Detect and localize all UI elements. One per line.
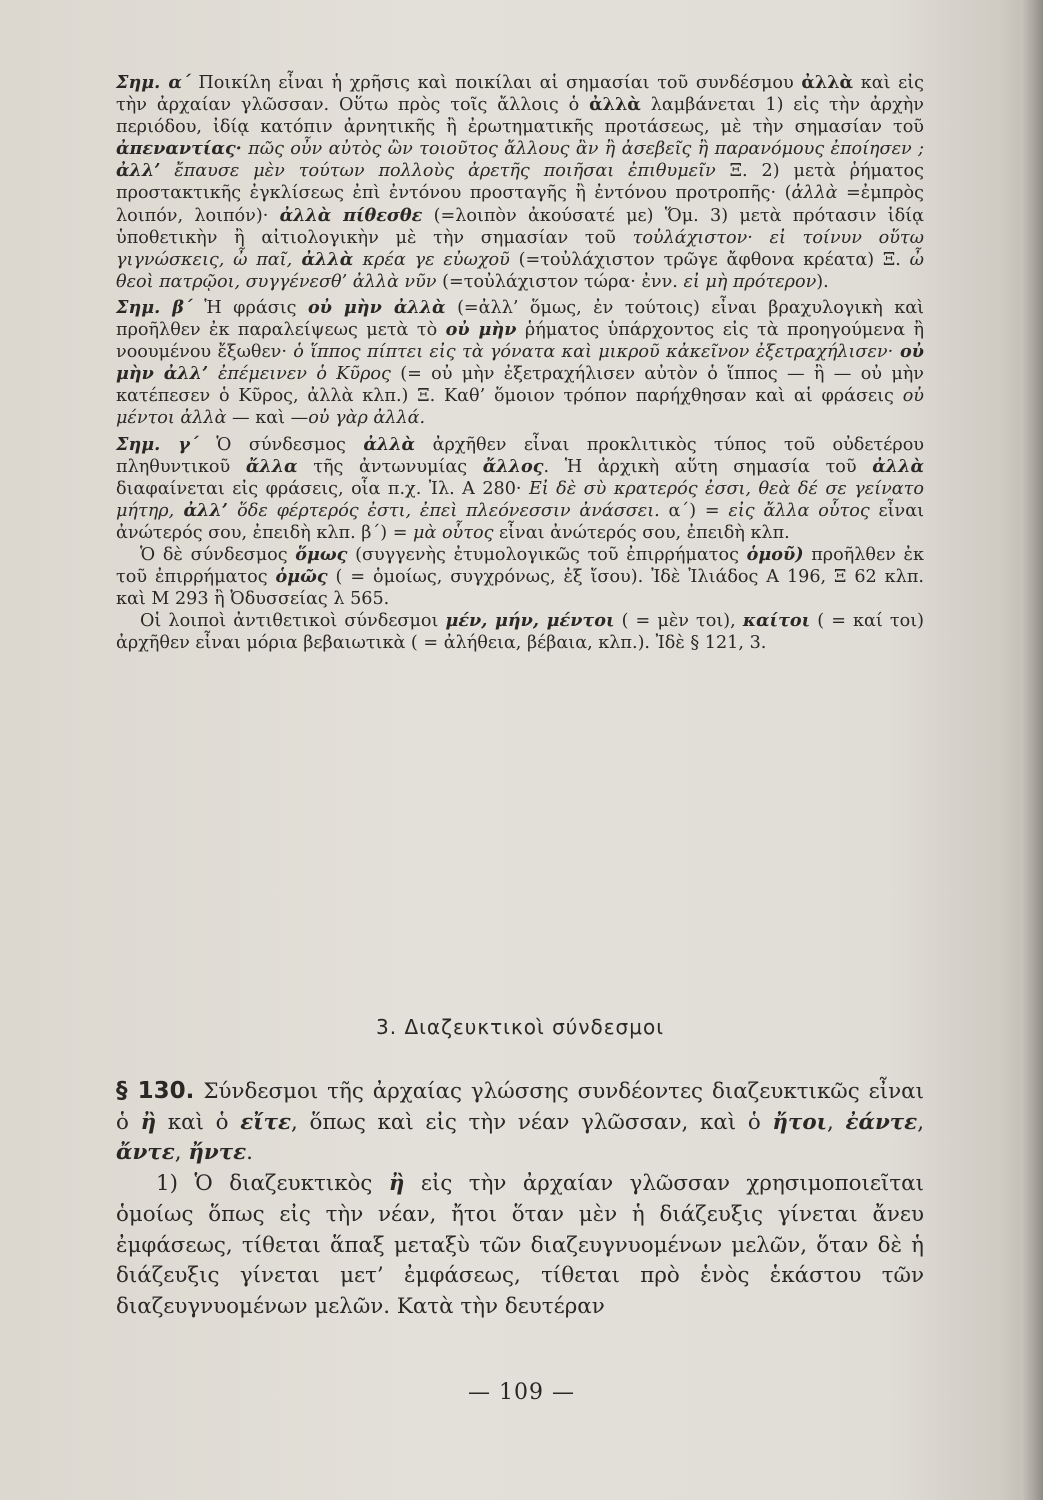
note-block bbox=[116, 72, 924, 654]
section-heading: 3. Διαζευκτικοὶ σύνδεσμοι bbox=[376, 1015, 664, 1039]
note-d: Ὁ δὲ σύνδεσμος ὅμως (συγγενὴς ἐτυμολογικῶς τοῦ ἐπιρρήματος ὁμοῦ) προῆλθεν ἐκ τοῦ ἐπιρρήματος ὁμῶς ( = ὁμοίως, συγχρόνως, ἐξ ἴσου). Ἰδὲ Ἰλιάδος Α 196, Ξ 62 κλπ. καὶ Μ 293 ἢ Ὀδυσσείας λ 565. bbox=[116, 543, 924, 610]
section-130 bbox=[116, 1076, 924, 1323]
note-e: Οἱ λοιποὶ ἀντιθετικοὶ σύνδεσμοι μέν, μήν, μέντοι ( = μὲν τοι), καίτοι ( = καί τοι) ἀρχῆθεν εἶναι μόρια βεβαιωτικὰ ( = ἀλήθεια, βέβαια, κλπ.). Ἰδὲ § 121, 3. bbox=[116, 610, 924, 654]
note-a-label: Σημ. α΄ bbox=[116, 72, 191, 93]
note-c-label: Σημ. γ΄ bbox=[116, 433, 199, 455]
section-130-point-1: 1) Ὁ διαζευκτικὸς ἢ εἰς τὴν ἀρχαίαν γλῶσσαν χρησιμοποιεῖται ὁμοίως ὅπως εἰς τὴν νέαν, ἤτοι ὅταν μὲν ἡ διάζευξις γίνεται ἄνευ ἐμφάσεως, τίθεται ἅπαξ μεταξὺ τῶν διαζευγνυομένων μελῶν, ὅταν δὲ ἡ διάζευξις γίνεται μετ’ ἐμφάσεως, τίθεται πρὸ ἑνὸς ἑκάστου τῶν διαζευγνυομένων μελῶν. Κατὰ τὴν δευτέραν bbox=[116, 1171, 924, 1319]
section-number: § 130. bbox=[116, 1078, 195, 1104]
book-spine bbox=[1021, 0, 1043, 1500]
section-130-intro: § 130. Σύνδεσμοι τῆς ἀρχαίας γλώσσης συνδέοντες διαζευκτικῶς εἶναι ὁ ἢ καὶ ὁ εἴτε, ὅπως καὶ εἰς τὴν νέαν γλῶσσαν, καὶ ὁ ἤτοι, ἐάντε, ἄντε, ἤντε. bbox=[116, 1078, 924, 1166]
page-number: — 109 — bbox=[468, 1380, 575, 1405]
note-b-label: Σημ. β΄ bbox=[116, 296, 193, 318]
note-c: Σημ. γ΄ Ὁ σύνδεσμος ἀλλὰ ἀρχῆθεν εἶναι προκλιτικὸς τύπος τοῦ οὐδετέρου πληθυντικοῦ ἄλλα τῆς ἀντωνυμίας ἄλλος. Ἡ ἀρχικὴ αὕτη σημασία τοῦ ἀλλὰ διαφαίνεται εἰς φράσεις, οἷα π.χ. Ἰλ. Α 280· Εἰ δὲ σὺ κρατερός ἐσσι, θεὰ δέ σε γείνατο μήτηρ, ἀλλ’ ὅδε φέρτερός ἐστι, ἐπεὶ πλεόνεσσιν ἀνάσσει. α΄) = εἰς ἄλλα οὗτος εἶναι ἀνώτερός σου, ἐπειδὴ κλπ. β΄) = μὰ οὗτος εἶναι ἀνώτερός σου, ἐπειδὴ κλπ. bbox=[116, 433, 925, 543]
note-a: Σημ. α΄ Ποικίλη εἶναι ἡ χρῆσις καὶ ποικίλαι αἱ σημασίαι τοῦ συνδέσμου ἀλλὰ καὶ εἰς τὴν ἀρχαίαν γλῶσσαν. Οὕτω πρὸς τοῖς ἄλλοις ὁ ἀλλὰ λαμβάνεται 1) εἰς τὴν ἀρχὴν περιόδου, ἰδίᾳ κατόπιν ἀρνητικῆς ἢ ἐρωτηματικῆς προτάσεως, μὲ τὴν σημασίαν τοῦ ἀπεναντίας· πῶς οὖν αὐτὸς ὢν τοιοῦτος ἄλλους ἂν ἢ ἀσεβεῖς ἢ παρανόμους ἐποίησεν ; ἀλλ’ ἔπαυσε μὲν τούτων πολλοὺς ἀρετῆς ποιῆσαι ἐπιθυμεῖν Ξ. 2) μετὰ ῥήματος προστακτικῆς ἐγκλίσεως ἐπὶ ἐντόνου προσταγῆς ἢ ἐντόνου προτροπῆς· (ἀλλὰ =ἐμπρὸς λοιπόν, λοιπόν)· ἀλλὰ πίθεσθε (=λοιπὸν ἀκούσατέ με) Ὅμ. 3) μετὰ πρότασιν ἰδίᾳ ὑποθετικὴν ἢ αἰτιολογικὴν μὲ τὴν σημασίαν τοῦ τοὐλάχιστον· εἰ τοίνυν οὕτω γιγνώσκεις, ὦ παῖ, ἀλλὰ κρέα γε εὐωχοῦ (=τοὐλάχιστον τρῶγε ἄφθονα κρέατα) Ξ. ὦ θεοὶ πατρῷοι, συγγένεσθ’ ἀλλὰ νῦν (=τοὐλάχιστον τώρα· ἐνν. εἰ μὴ πρότερον). bbox=[116, 72, 925, 292]
note-b: Σημ. β΄ Ἡ φράσις οὐ μὴν ἀλλὰ (=ἀλλ’ ὅμως, ἐν τούτοις) εἶναι βραχυλογικὴ καὶ προῆλθεν ἐκ παραλείψεως μετὰ τὸ οὐ μὴν ῥήματος ὑπάρχοντος εἰς τὰ προηγούμενα ἢ νοουμένου ἔξωθεν· ὁ ἵππος πίπτει εἰς τὰ γόνατα καὶ μικροῦ κἀκεῖνον ἐξετραχήλισεν· οὐ μὴν ἀλλ’ ἐπέμεινεν ὁ Κῦρος (= οὐ μὴν ἐξετραχήλισεν αὐτὸν ὁ ἵππος — ἢ — οὐ μὴν κατέπεσεν ὁ Κῦρος, ἀλλὰ κλπ.) Ξ. Καθ’ ὅμοιον τρόπον παρήχθησαν καὶ αἱ φράσεις οὐ μέντοι ἀλλὰ — καὶ —οὐ γὰρ ἀλλά. bbox=[116, 296, 924, 429]
